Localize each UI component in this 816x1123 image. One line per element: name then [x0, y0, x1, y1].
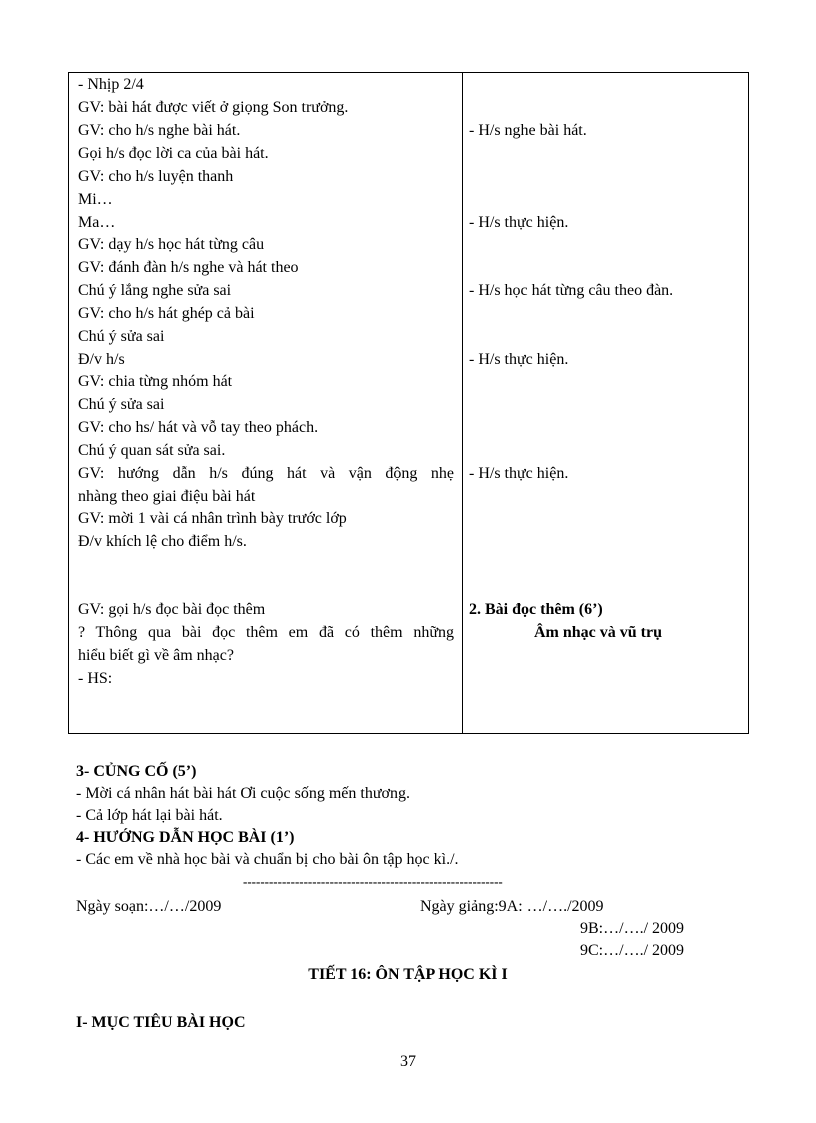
- taught-date-9a: Ngày giảng:9A: …/…./2009: [420, 898, 604, 915]
- teacher-activity-line: GV: gọi h/s đọc bài đọc thêm: [78, 601, 266, 618]
- teacher-activity-line: GV: mời 1 vài cá nhân trình bày trước lớp: [78, 510, 347, 527]
- student-activity-line: - H/s nghe bài hát.: [469, 122, 587, 139]
- teacher-activity-line: ? Thông qua bài đọc thêm em đã có thêm những: [78, 624, 454, 641]
- lesson-title: TIẾT 16: ÔN TẬP HỌC KÌ I: [308, 966, 508, 983]
- teacher-activity-line: GV: cho hs/ hát và vỗ tay theo phách.: [78, 419, 319, 436]
- teacher-activity-line: GV: cho h/s hát ghép cả bài: [78, 305, 255, 322]
- teacher-activity-line: Mi…: [78, 191, 113, 208]
- teacher-activity-line: Chú ý sửa sai: [78, 396, 165, 413]
- teacher-activity-line: GV: chia từng nhóm hát: [78, 373, 233, 390]
- page-number: 37: [400, 1053, 416, 1070]
- teacher-activity-line: GV: cho h/s nghe bài hát.: [78, 122, 241, 139]
- consolidation-heading: 3- CỦNG CỐ (5’): [76, 763, 197, 780]
- reading-section-heading: 2. Bài đọc thêm (6’): [469, 601, 603, 618]
- teacher-activity-line: Ma…: [78, 214, 116, 231]
- student-activity-line: - H/s thực hiện.: [469, 351, 569, 368]
- taught-date-9b: 9B:…/…./ 2009: [580, 920, 685, 937]
- teacher-activity-line: Chú ý sửa sai: [78, 328, 165, 345]
- homework-line: - Các em về nhà học bài và chuẩn bị cho bài ôn tập học kì./.: [76, 851, 459, 868]
- table-column-divider: [462, 73, 463, 733]
- teacher-activity-line: Đ/v khích lệ cho điểm h/s.: [78, 533, 247, 550]
- student-activity-line: - H/s thực hiện.: [469, 214, 569, 231]
- consolidation-line: - Cả lớp hát lại bài hát.: [76, 807, 223, 824]
- teacher-activity-line: hiểu biết gì về âm nhạc?: [78, 647, 234, 664]
- consolidation-line: - Mời cá nhân hát bài hát Ơi cuộc sống mến thương.: [76, 785, 410, 802]
- teacher-activity-line: Chú ý lắng nghe sửa sai: [78, 282, 232, 299]
- teacher-activity-line: - HS:: [78, 670, 113, 687]
- teacher-activity-line: GV: cho h/s luyện thanh: [78, 168, 234, 185]
- teacher-activity-line: Chú ý quan sát sửa sai.: [78, 442, 226, 459]
- student-activity-line: - H/s học hát từng câu theo đàn.: [469, 282, 674, 299]
- teacher-activity-line: GV: đánh đàn h/s nghe và hát theo: [78, 259, 299, 276]
- section-separator: ------------------------------------------------------------: [243, 874, 503, 889]
- objectives-heading: I- MỤC TIÊU BÀI HỌC: [76, 1014, 246, 1031]
- homework-heading: 4- HƯỚNG DẪN HỌC BÀI (1’): [76, 829, 295, 846]
- taught-date-9c: 9C:…/…./ 2009: [580, 942, 685, 959]
- lesson-activity-table: [68, 72, 749, 734]
- prepared-date: Ngày soạn:…/…/2009: [76, 898, 222, 915]
- teacher-activity-line: - Nhịp 2/4: [78, 76, 144, 93]
- teacher-activity-line: GV: dạy h/s học hát từng câu: [78, 236, 265, 253]
- teacher-activity-line: GV: hướng dẫn h/s đúng hát và vận động nhẹ: [78, 465, 454, 482]
- teacher-activity-line: Đ/v h/s: [78, 351, 125, 368]
- reading-title: Âm nhạc và vũ trụ: [534, 624, 663, 641]
- teacher-activity-line: GV: bài hát được viết ở giọng Son trưởng.: [78, 99, 349, 116]
- teacher-activity-line: Gọi h/s đọc lời ca của bài hát.: [78, 145, 269, 162]
- teacher-activity-line: nhàng theo giai điệu bài hát: [78, 488, 256, 505]
- student-activity-line: - H/s thực hiện.: [469, 465, 569, 482]
